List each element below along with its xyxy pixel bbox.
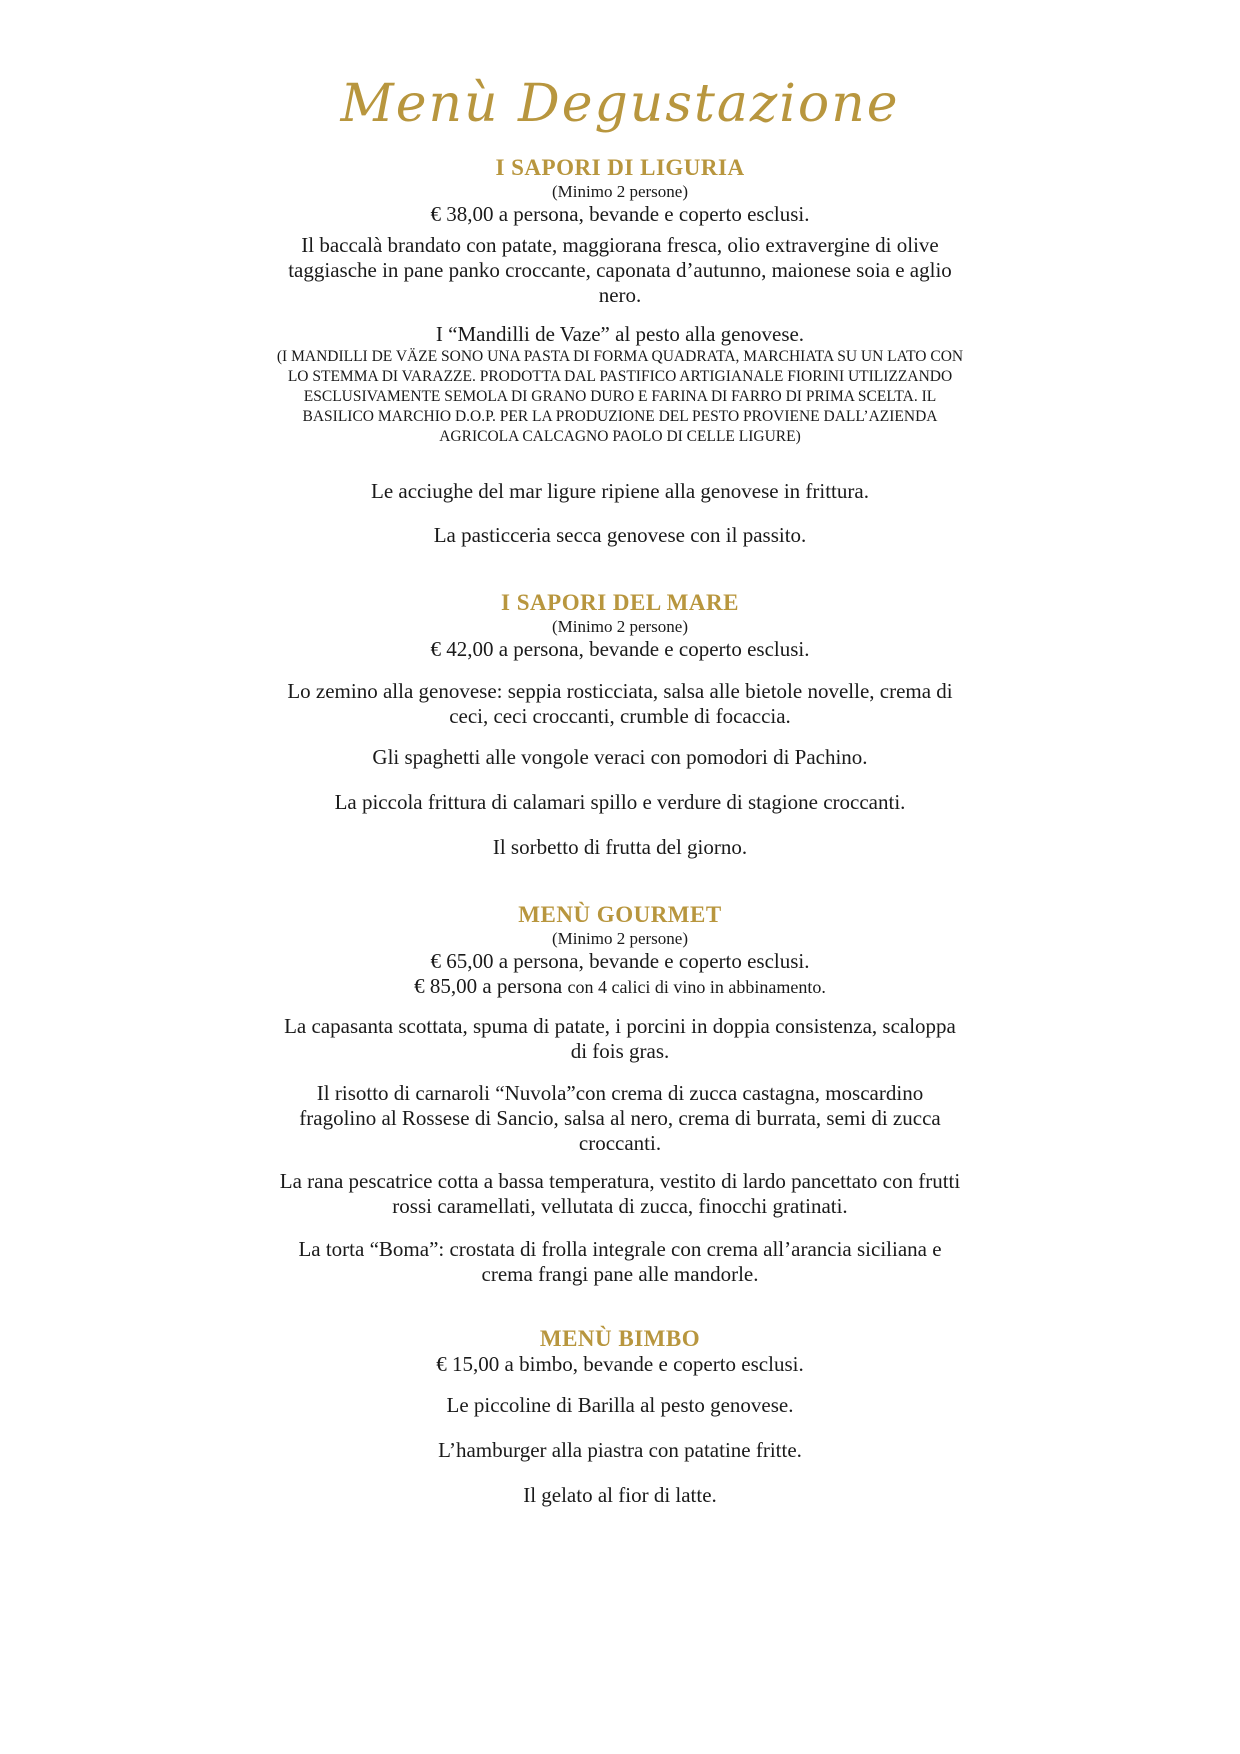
minimum-persons: (Minimo 2 persone) [552, 182, 688, 201]
price-wine-note: con 4 calici di vino in abbinamento. [567, 977, 826, 997]
dish-block [0, 1237, 1240, 1287]
dish-block [0, 1169, 1240, 1219]
section-title: MENÙ BIMBO [539, 1326, 701, 1351]
dish-pasticceria: La pasticceria secca genovese con il passito. [433, 523, 807, 547]
dish-block [0, 1081, 1240, 1156]
dish-block [0, 745, 1240, 770]
section-title: MENÙ GOURMET [518, 902, 722, 927]
minimum-persons: (Minimo 2 persone) [552, 929, 688, 948]
dish-torta-boma: La torta “Boma”: crostata di frolla integrale con crema all’arancia siciliana e crema frangi pane alle mandorle. [298, 1237, 942, 1286]
dish-block [0, 1483, 1240, 1508]
dish-rana-pescatrice: La rana pescatrice cotta a bassa temperatura, vestito di lardo pancettato con frutti rossi caramellati, vellutata di zucca, finocchi gratinati. [279, 1169, 961, 1218]
minimum-persons: (Minimo 2 persone) [552, 617, 688, 636]
dish-spaghetti: Gli spaghetti alle vongole veraci con pomodori di Pachino. [372, 745, 868, 769]
dish-note: (I MANDILLI DE VÄZE SONO UNA PASTA DI FORMA QUADRATA, MARCHIATA SU UN LATO CON LO STEMMA DI VARAZZE. PRODOTTA DAL PASTIFICO ARTIGIANALE FIORINI UTILIZZANDO ESCLUSIVAMENTE SEMOLA DI GRANO DURO E FARINA DI FARRO DI PRIMA SCELTA. IL BASILICO MARCHIO D.O.P. PER LA PRODUZIONE DEL PESTO PROVIENE DALL’AZIENDA AGRICOLA CALCAGNO PAOLO DI CELLE LIGURE) [276, 348, 964, 445]
dish-sorbetto: Il sorbetto di frutta del giorno. [492, 835, 748, 859]
dish-frittura: La piccola frittura di calamari spillo e verdure di stagione croccanti. [334, 790, 906, 814]
section-mare [0, 590, 1240, 662]
dish-acciughe: Le acciughe del mar ligure ripiene alla genovese in frittura. [371, 479, 869, 503]
section-gourmet [0, 902, 1240, 1000]
price-line: € 38,00 a persona, bevande e coperto esclusi. [430, 202, 810, 226]
dish-block [0, 233, 1240, 308]
dish-block [0, 1014, 1240, 1064]
section-title: I SAPORI DEL MARE [501, 590, 739, 615]
section-bimbo [0, 1326, 1240, 1377]
dish-block [0, 523, 1240, 548]
dish-block [0, 790, 1240, 815]
dish-mandilli: I “Mandilli de Vaze” al pesto alla genovese. [435, 322, 805, 346]
dish-block [0, 835, 1240, 860]
price-line: € 15,00 a bimbo, bevande e coperto esclusi. [436, 1352, 804, 1376]
price-line: € 65,00 a persona, bevande e coperto esclusi. [430, 949, 810, 973]
dish-capasanta: La capasanta scottata, spuma di patate, i porcini in doppia consistenza, scaloppa di fois gras. [284, 1014, 956, 1063]
section-title: I SAPORI DI LIGURIA [495, 155, 745, 180]
dish-zemino: Lo zemino alla genovese: seppia rosticciata, salsa alle bietole novelle, crema di ceci, ceci croccanti, crumble di focaccia. [287, 679, 953, 728]
dish-block [0, 1438, 1240, 1463]
dish-block [0, 679, 1240, 729]
dish-piccoline: Le piccoline di Barilla al pesto genovese. [446, 1393, 794, 1417]
price-line: € 42,00 a persona, bevande e coperto esclusi. [430, 637, 810, 661]
section-liguria [0, 155, 1240, 227]
dish-hamburger: L’hamburger alla piastra con patatine fritte. [438, 1438, 802, 1462]
price-line-wine [0, 974, 1240, 1000]
dish-risotto: Il risotto di carnaroli “Nuvola”con crema di zucca castagna, moscardino fragolino al Rossese di Sancio, salsa al nero, crema di burrata, semi di zucca croccanti. [299, 1081, 941, 1155]
dish-block [0, 322, 1240, 447]
dish-gelato: Il gelato al fior di latte. [523, 1483, 717, 1507]
dish-block [0, 1393, 1240, 1418]
price-amount: € 85,00 a persona [414, 974, 563, 998]
dish-block [0, 479, 1240, 504]
menu-title: Menù Degustazione [340, 74, 900, 134]
dish-baccala: Il baccalà brandato con patate, maggiorana fresca, olio extravergine di olive taggiasche in pane panko croccante, caponata d’autunno, maionese soia e aglio nero. [288, 233, 952, 307]
